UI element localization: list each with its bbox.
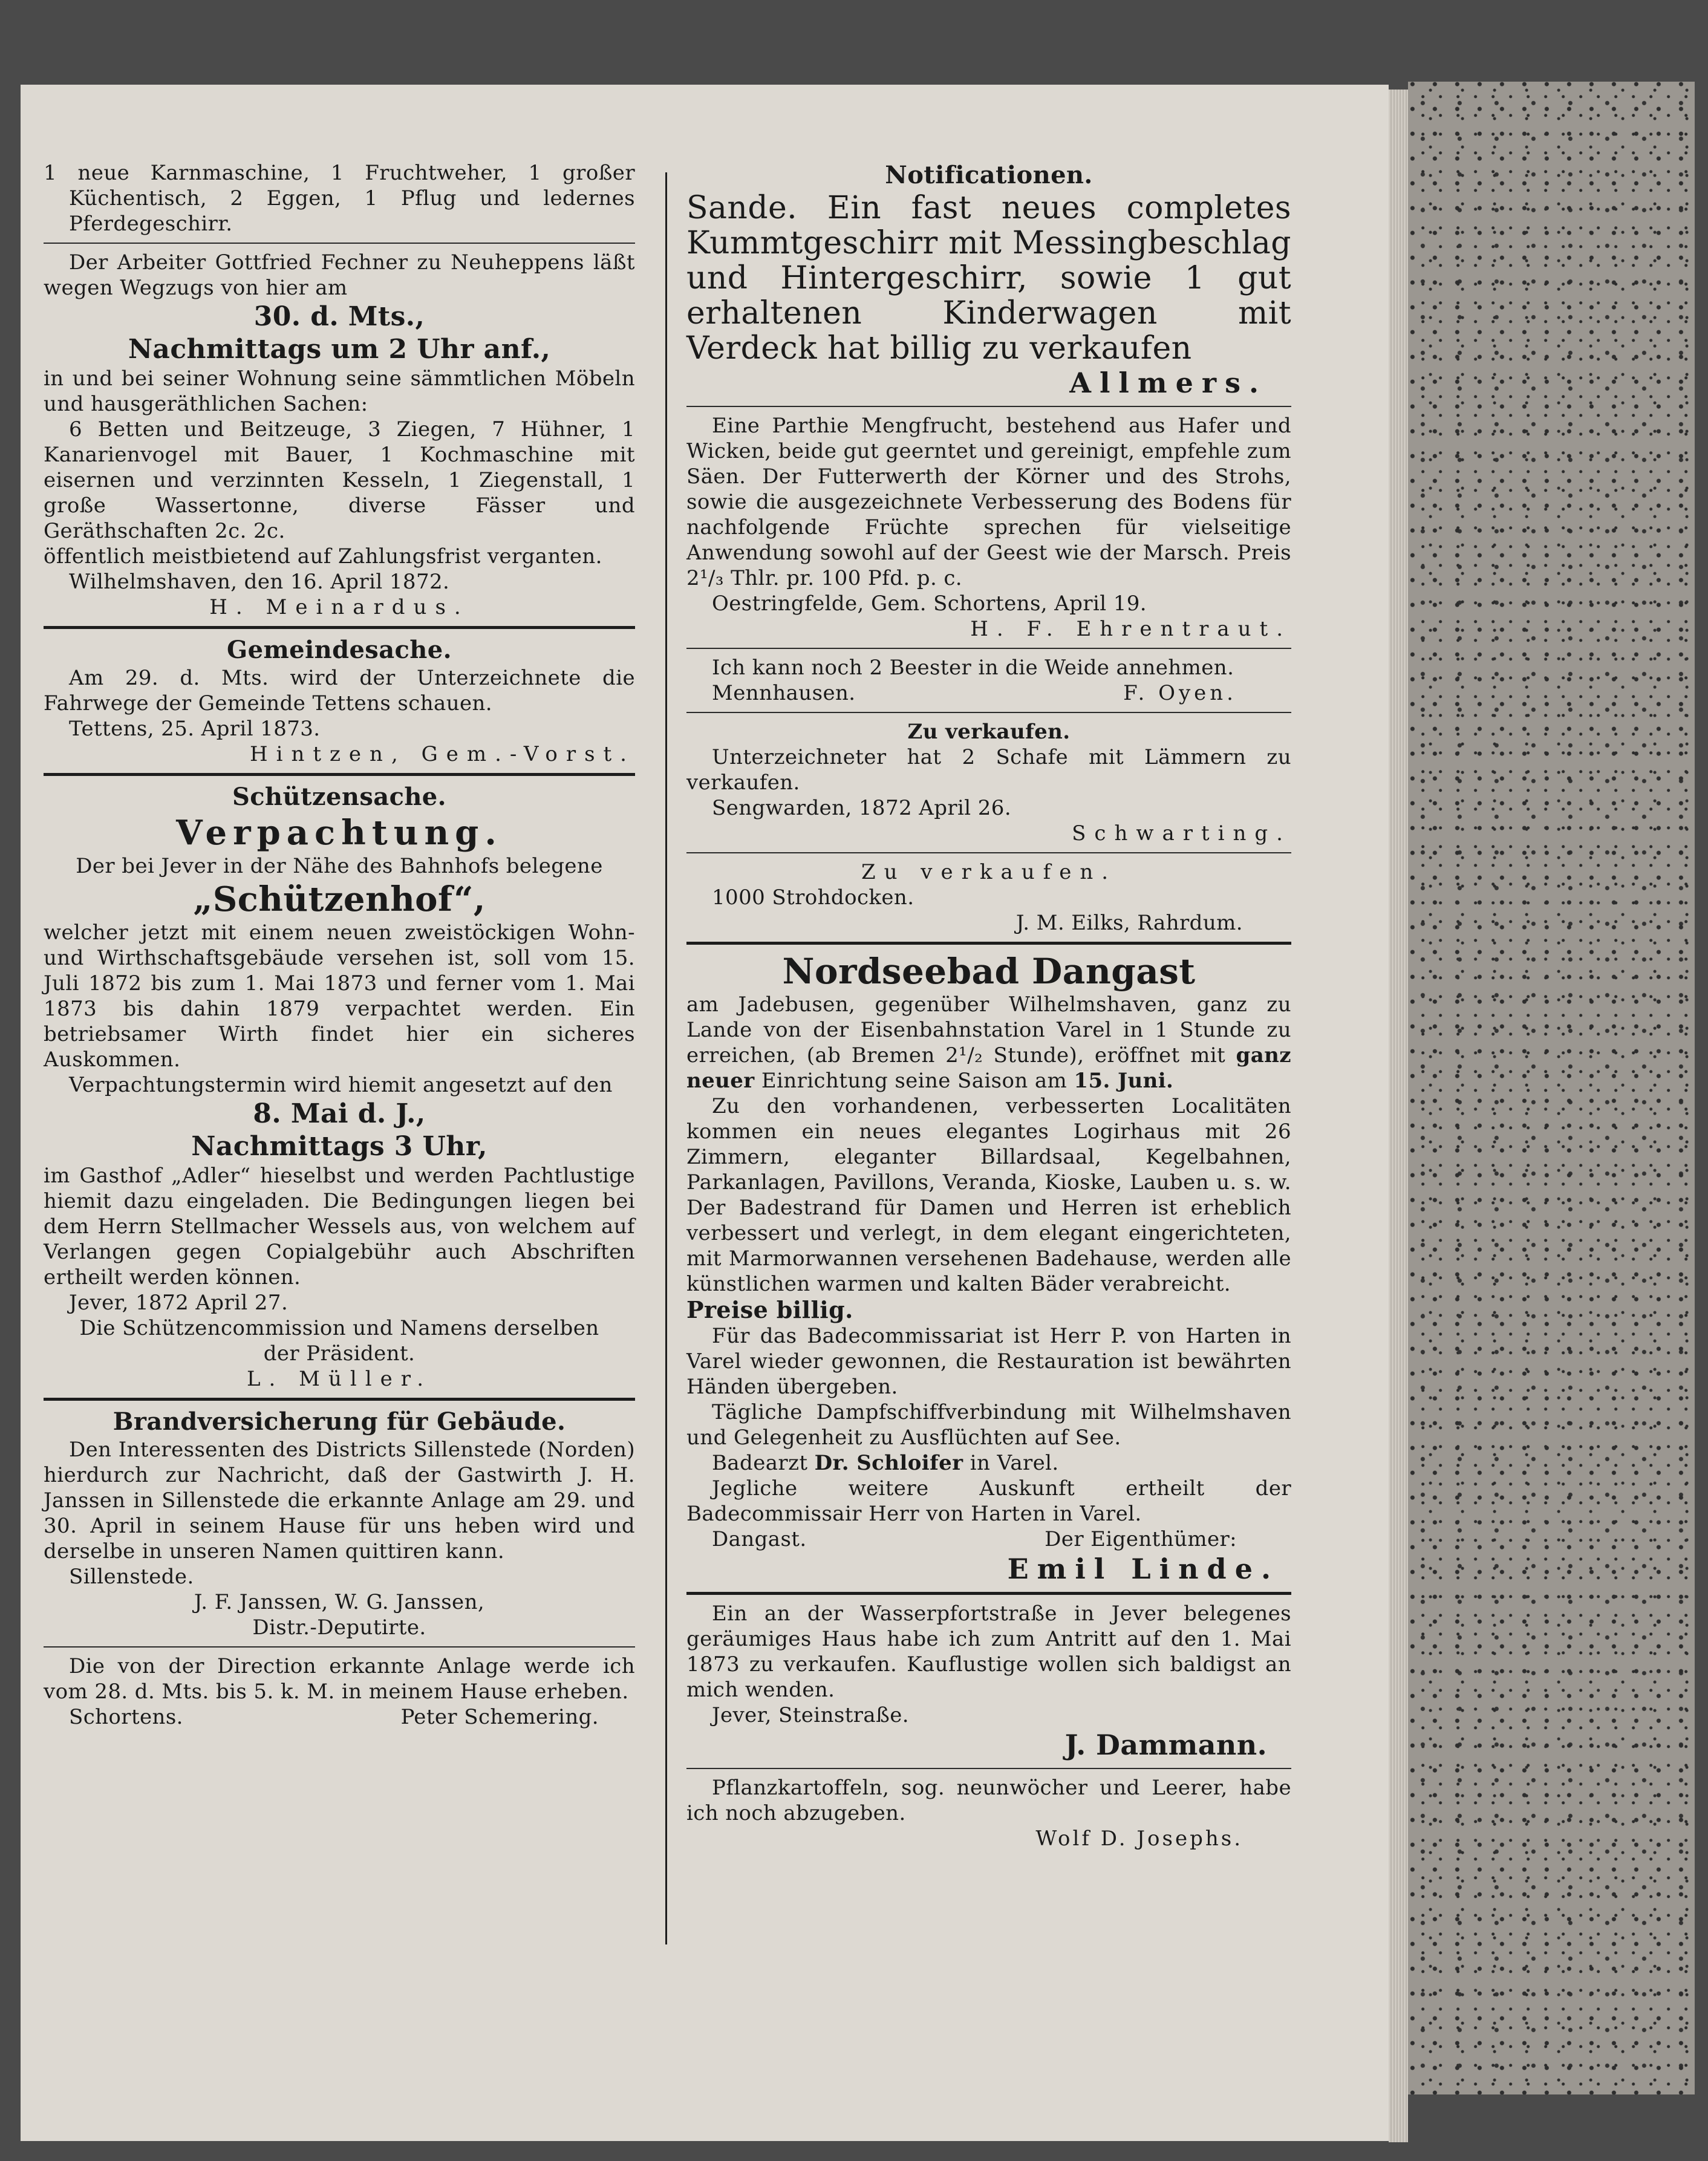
ad-nordseebad-dangast: [686, 951, 1291, 1586]
schuetzenhof-body2: im Gasthof „Adler“ hieselbst und werden Pachtlustige hiemit dazu eingeladen. Die Bedingungen liegen bei dem Herrn Stellmacher Wessels aus, von welchem auf Verlangen gegen Copialgebühr auch Abschriften ertheilt werden können.: [44, 1164, 635, 1289]
dangast-body1-text: am Jadebusen, gegenüber Wilhelmshaven, ganz zu Lande von der Eisenbahnstation Varel in 1 Stunde zu erreichen, (ab Bremen 2¹/₂ Stunde), eröffnet mit: [686, 992, 1291, 1067]
ad-weide: [686, 655, 1291, 706]
schuetzenhof-body: welcher jetzt mit einem neuen zweistöckigen Wohn- und Wirthschaftsgebäude versehen ist, soll vom 15. Juli 1872 bis zum 1. Mai 1873 und ferner vom 1. Mai 1873 bis dahin 1879 verpachtet werden. Ein betriebsamer Wirth findet hier ein sicheres Auskommen.: [44, 921, 635, 1072]
schafe-place-date: Sengwarden, 1872 April 26.: [712, 796, 1012, 820]
dangast-doctor-name: Dr. Schloifer: [814, 1451, 963, 1475]
separator: [686, 852, 1291, 853]
ad-notificationen: [686, 160, 1291, 400]
strohdocken-body: 1000 Strohdocken.: [712, 885, 914, 910]
ad-schuetzenhof: [44, 782, 635, 1392]
brandversicherung-place: Sillenstede.: [69, 1565, 194, 1589]
schuetzenhof-term: Verpachtungstermin wird hiemit angesetzt auf den: [69, 1073, 613, 1097]
schafe-body: Unterzeichneter hat 2 Schafe mit Lämmern zu verkaufen.: [686, 745, 1291, 795]
auction-time: Nachmittags um 2 Uhr anf.,: [128, 334, 551, 365]
book-cover-board: [1408, 82, 1695, 2094]
dangast-body6: Jegliche weitere Auskunft ertheilt der Badecommissair Herr von Harten in Varel.: [686, 1476, 1291, 1526]
left-column: [44, 160, 635, 1730]
dangast-body4: Tägliche Dampfschiffverbindung mit Wilhelmshaven und Gelegenheit zu Ausflüchten auf See.: [686, 1400, 1291, 1450]
schuetzenhof-time: Nachmittags 3 Uhr,: [191, 1131, 487, 1162]
dangast-doctor-place: in Varel.: [970, 1451, 1059, 1475]
separator: [686, 1768, 1291, 1769]
separator: [44, 1646, 635, 1648]
haus-signature: J. Dammann.: [1064, 1729, 1267, 1761]
right-column: [686, 160, 1291, 1851]
ad-brandversicherung: [44, 1407, 635, 1640]
auction-intro: Der Arbeiter Gottfried Fechner zu Neuheppens läßt wegen Wegzugs von hier am: [44, 250, 635, 300]
dangast-season-text: Einrichtung seine Saison am: [761, 1069, 1068, 1093]
auction-date: 30. d. Mts.,: [253, 301, 425, 332]
auction-place-date: Wilhelmshaven, den 16. April 1872.: [69, 570, 450, 594]
schuetzenhof-date: 8. Mai d. J.,: [253, 1098, 426, 1129]
gemeindesache-body: Am 29. d. Mts. wird der Unterzeichnete die Fahrwege der Gemeinde Tettens schauen.: [44, 666, 635, 715]
schuetzenhof-place-date: Jever, 1872 April 27.: [69, 1291, 288, 1315]
separator: [686, 712, 1291, 713]
schuetzensache-heading: Schützensache.: [232, 783, 446, 811]
schuetzenhof-signature-line1: Die Schützencommission und Namens derselben: [79, 1316, 599, 1340]
separator: [44, 1398, 635, 1401]
separator: [44, 626, 635, 629]
haus-body: Ein an der Wasserpfortstraße in Jever belegenes geräumiges Haus habe ich zum Antritt auf den 1. Mai 1873 zu verkaufen. Kauflustige wollen sich baldigst an mich wenden.: [686, 1602, 1291, 1702]
dangast-opening-date: 15. Juni.: [1074, 1069, 1174, 1093]
verpachtung-title: Verpachtung.: [176, 813, 503, 853]
separator: [44, 243, 635, 244]
column-divider: [665, 172, 667, 1944]
dangast-body5: [686, 1450, 1291, 1476]
notificationen-body: Sande. Ein fast neues completes Kummtgeschirr mit Messingbeschlag und Hintergeschirr, sowie 1 gut erhaltenen Kinderwagen mit Verdeck hat billig zu verkaufen: [686, 190, 1291, 367]
dangast-body2: Zu den vorhandenen, verbesserten Localitäten kommen ein neues elegantes Logirhaus mit 26 Zimmern, eleganter Billardsaal, Kegelbahnen, Parkanlagen, Pavillons, Veranda, Kioske, Lauben u. s. w. Der Badestrand für Damen und Herren ist erheblich verbessert und verlegt, in dem elegant eingerichteten, mit Marmorwannen versehenen Badehause, werden alle künstlichen warmen und kalten Bäder verabreicht.: [686, 1094, 1291, 1296]
gemeindesache-place-date: Tettens, 25. April 1873.: [69, 717, 321, 741]
anlage-place: Schortens.: [69, 1705, 183, 1729]
schuetzenhof-signature: L. Müller.: [246, 1367, 432, 1391]
page-fore-edge: [1389, 90, 1408, 2142]
gemeindesache-signature: Hintzen, Gem.-Vorst.: [249, 742, 635, 766]
separator: [686, 1592, 1291, 1595]
auction-close: öffentlich meistbietend auf Zahlungsfrist verganten.: [44, 544, 602, 569]
separator: [44, 773, 635, 776]
dangast-body3: Für das Badecommissariat ist Herr P. von Harten in Varel wieder gewonnen, die Restauration ist bewährten Händen übergeben.: [686, 1324, 1291, 1399]
mengfrucht-signature: H. F. Ehrentraut.: [970, 617, 1291, 641]
notificationen-signature: Allmers.: [1069, 367, 1267, 399]
weide-body: Ich kann noch 2 Beester in die Weide annehmen.: [712, 656, 1234, 680]
schuetzenhof-signature-line2: der Präsident.: [263, 1341, 416, 1366]
brandversicherung-heading: Brandversicherung für Gebäude.: [112, 1407, 566, 1436]
dangast-place: Dangast.: [712, 1527, 807, 1551]
auction-items: 6 Betten und Beitzeuge, 3 Ziegen, 7 Hühner, 1 Kanarienvogel mit Bauer, 1 Kochmaschine mit eisernen und verzinnten Kesseln, 1 Ziegenstall, 1 große Wassertonne, diverse Fässer und Geräthschaften 2c. 2c.: [44, 417, 635, 543]
dangast-signature: Emil Linde.: [1007, 1553, 1279, 1585]
anlage-body: Die von der Direction erkannte Anlage werde ich vom 28. d. Mts. bis 5. k. M. in meinem Hause erheben.: [44, 1654, 635, 1704]
mengfrucht-body: Eine Parthie Mengfrucht, bestehend aus Hafer und Wicken, beide gut geerntet und gereinigt, empfehle zum Säen. Der Futterwerth der Körner und des Strohs, sowie die ausgezeichnete Verbesserung des Bodens für nachfolgende Früchte sprechen für vielseitige Anwendung sowohl auf der Geest wie der Marsch. Preis 2¹/₃ Thlr. pr. 100 Pfd. p. c.: [686, 414, 1291, 590]
schafe-signature: Schwarting.: [1072, 821, 1291, 846]
weide-signature: F. Oyen.: [1123, 681, 1237, 705]
auction-signature: H. Meinardus.: [209, 595, 469, 619]
weide-place: Mennhausen.: [712, 681, 856, 705]
strohdocken-signature: J. M. Eilks, Rahrdum.: [1015, 911, 1243, 935]
schuetzenhof-intro: Der bei Jever in der Nähe des Bahnhofs belegene: [76, 854, 603, 878]
dangast-prices: Preise billig.: [686, 1296, 853, 1323]
dangast-body1: [686, 992, 1291, 1094]
dangast-new-setup: ganz neuer: [686, 1043, 1291, 1093]
ad-auction-fechner: [44, 250, 635, 620]
dangast-owner-label: Der Eigenthümer:: [1045, 1527, 1237, 1551]
schuetzenhof-name: „Schützenhof“,: [193, 879, 486, 919]
ad-mengfrucht: [686, 413, 1291, 642]
separator: [686, 942, 1291, 945]
ad-pflanzkartoffeln: [686, 1775, 1291, 1851]
kartoffeln-body: Pflanzkartoffeln, sog. neunwöcher und Leerer, habe ich noch abzugeben.: [686, 1776, 1291, 1825]
ad-haus-jever: [686, 1601, 1291, 1762]
strohdocken-heading: Zu verkaufen.: [861, 860, 1117, 884]
ad-farm-items: 1 neue Karnmaschine, 1 Fruchtweher, 1 großer Küchentisch, 2 Eggen, 1 Pflug und ledernes Pferdegeschirr.: [44, 161, 635, 236]
brandversicherung-body: Den Interessenten des Districts Sillenstede (Norden) hierdurch zur Nachricht, daß der Gastwirth J. H. Janssen in Sillenstede die erkannte Anlage am 29. und 30. April in seinem Hause für uns heben wird und derselbe in unseren Namen quittiren kann.: [44, 1438, 635, 1563]
separator: [686, 406, 1291, 407]
auction-body: in und bei seiner Wohnung seine sämmtlichen Möbeln und hausgeräthlichen Sachen:: [44, 367, 635, 416]
notificationen-heading: Notificationen.: [885, 161, 1093, 189]
ad-schafe: [686, 719, 1291, 846]
ad-gemeindesache: [44, 635, 635, 767]
brandversicherung-signatures: J. F. Janssen, W. G. Janssen,: [194, 1590, 485, 1614]
ad-strohdocken: [686, 859, 1291, 936]
gemeindesache-heading: Gemeindesache.: [227, 636, 452, 664]
haus-place: Jever, Steinstraße.: [712, 1703, 909, 1727]
dangast-doctor-label: Badearzt: [712, 1451, 808, 1475]
separator: [686, 648, 1291, 649]
dangast-heading: Nordseebad Dangast: [782, 951, 1196, 992]
anlage-signature: Peter Schemering.: [400, 1705, 599, 1729]
kartoffeln-signature: Wolf D. Josephs.: [1035, 1827, 1243, 1851]
brandversicherung-title: Distr.-Deputirte.: [252, 1615, 426, 1640]
mengfrucht-place-date: Oestringfelde, Gem. Schortens, April 19.: [712, 592, 1147, 616]
schafe-heading: Zu verkaufen.: [907, 720, 1071, 744]
ad-anlage-schortens: [44, 1654, 635, 1730]
